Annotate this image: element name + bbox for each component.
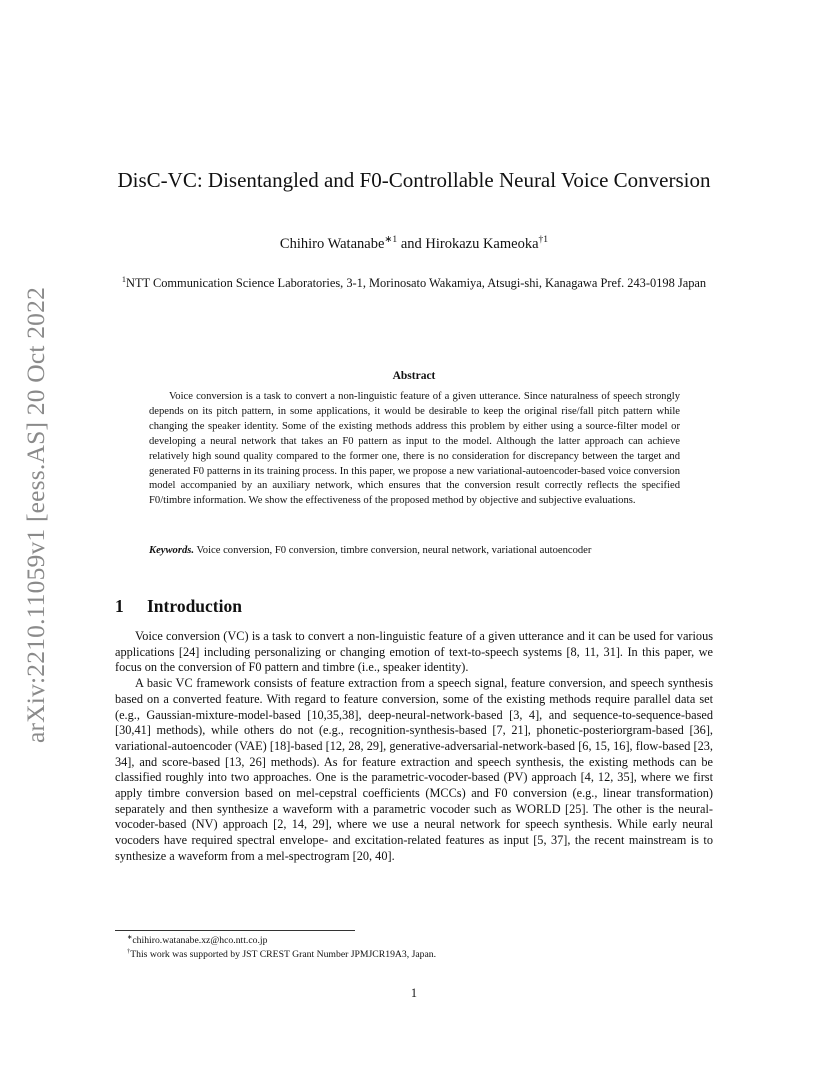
footnote-mark: ∗: [127, 933, 133, 941]
section-title: Introduction: [147, 596, 242, 616]
author-conjunction: and: [397, 236, 426, 252]
affiliation-mark: 1: [121, 274, 126, 284]
author-footnote-mark: †1: [538, 234, 549, 246]
footnote-mark: †: [127, 947, 131, 955]
author-list: [115, 236, 713, 253]
paragraph: Voice conversion (VC) is a task to convert a non-linguistic feature of a given utterance and it can be used for various applications [24] including personalizing or changing emotion of text-to-speech systems [8, 11, 31]. In this paper, we focus on the conversion of F0 pattern and timbre (i.e., speaker identity).: [115, 629, 713, 675]
keywords: [149, 544, 680, 559]
introduction-body: [115, 629, 713, 865]
footnote-text: chihiro.watanabe.xz@hco.ntt.co.jp: [132, 935, 268, 946]
affiliation-text: NTT Communication Science Laboratories, 3-1, Morinosato Wakamiya, Atsugi-shi, Kanagawa Pref. 243-0198 Japan: [126, 276, 707, 290]
author-footnote-mark: ∗1: [384, 234, 398, 246]
author-name: Chihiro Watanabe: [279, 236, 385, 252]
keywords-text: Voice conversion, F0 conversion, timbre conversion, neural network, variational autoencoder: [196, 545, 592, 556]
affiliation: [115, 274, 713, 292]
paragraph: A basic VC framework consists of feature extraction from a speech signal, feature conversion, and speech synthesis based on a converted feature. With regard to feature conversion, some of the existing methods require parallel data set (e.g., Gaussian-mixture-model-based [10,35,38], deep-neural-network-based [3, 4], and sequence-to-sequence-based [30,41] methods), while others do not (e.g., recognition-synthesis-based [7, 21], phonetic-posteriorgram-based [36], variational-autoencoder (VAE) [18]-based [12, 28, 29], generative-adversarial-network-based [6, 15, 16], flow-based [23, 34], and score-based [13, 26] methods). As for feature extraction and speech synthesis, the existing methods can be classified roughly into two approaches. One is the parametric-vocoder-based (PV) approach [4, 12, 35], where we first apply timbre conversion based on mel-cepstral coefficients (MCCs) and F0 conversion (e.g., linear transformation) separately and then synthesize a waveform with a parametric vocoder such as WORLD [25]. The other is the neural-vocoder-based (NV) approach [2, 14, 29], where we use a neural network for speech synthesis. While early neural vocoders have required spectral envelope- and excitation-related features as input [5, 37], the recent mainstream is to synthesize a waveform from a mel-spectrogram [20, 40].: [115, 676, 713, 863]
paper-title: DisC-VC: Disentangled and F0-Controllable Neural Voice Conversion: [117, 168, 711, 192]
footnote-divider: [115, 930, 355, 931]
keywords-label: Keywords.: [149, 545, 195, 556]
footnote: [127, 934, 713, 948]
arxiv-identifier-stamp: [14, 270, 58, 760]
section-heading: [115, 596, 713, 617]
footnote-text: This work was supported by JST CREST Grant Number JPMJCR19A3, Japan.: [130, 948, 437, 960]
abstract-text: Voice conversion is a task to convert a non-linguistic feature of a given utterance. Since naturalness of speech strongly depends on its pitch pattern, in some applications, it would be desirable to keep the original rise/fall pitch pattern while changing the speaker identity. Some of the existing methods address this problem by either using a source-filter model or developing a neural network that takes an F0 pattern as input to the model. Although the latter approach can achieve relatively high sound quality compared to the former one, there is no consideration for discrepancy between the target and generated F0 patterns in its training process. In this paper, we propose a new variational-autoencoder-based voice conversion model accompanied by an auxiliary network, which ensures that the conversion result correctly reflects the specified F0/timbre information. We show the effectiveness of the proposed method by objective and subjective evaluations.: [149, 391, 680, 507]
footnote: [127, 948, 713, 962]
section-number: 1: [115, 596, 124, 616]
author-name: Hirokazu Kameoka: [425, 236, 539, 252]
footnotes: [127, 934, 713, 961]
abstract-heading: Abstract: [392, 370, 436, 382]
arxiv-identifier-text: arXiv:2210.11059v1 [eess.AS] 20 Oct 2022: [21, 286, 50, 744]
page-number: 1: [410, 986, 418, 1000]
